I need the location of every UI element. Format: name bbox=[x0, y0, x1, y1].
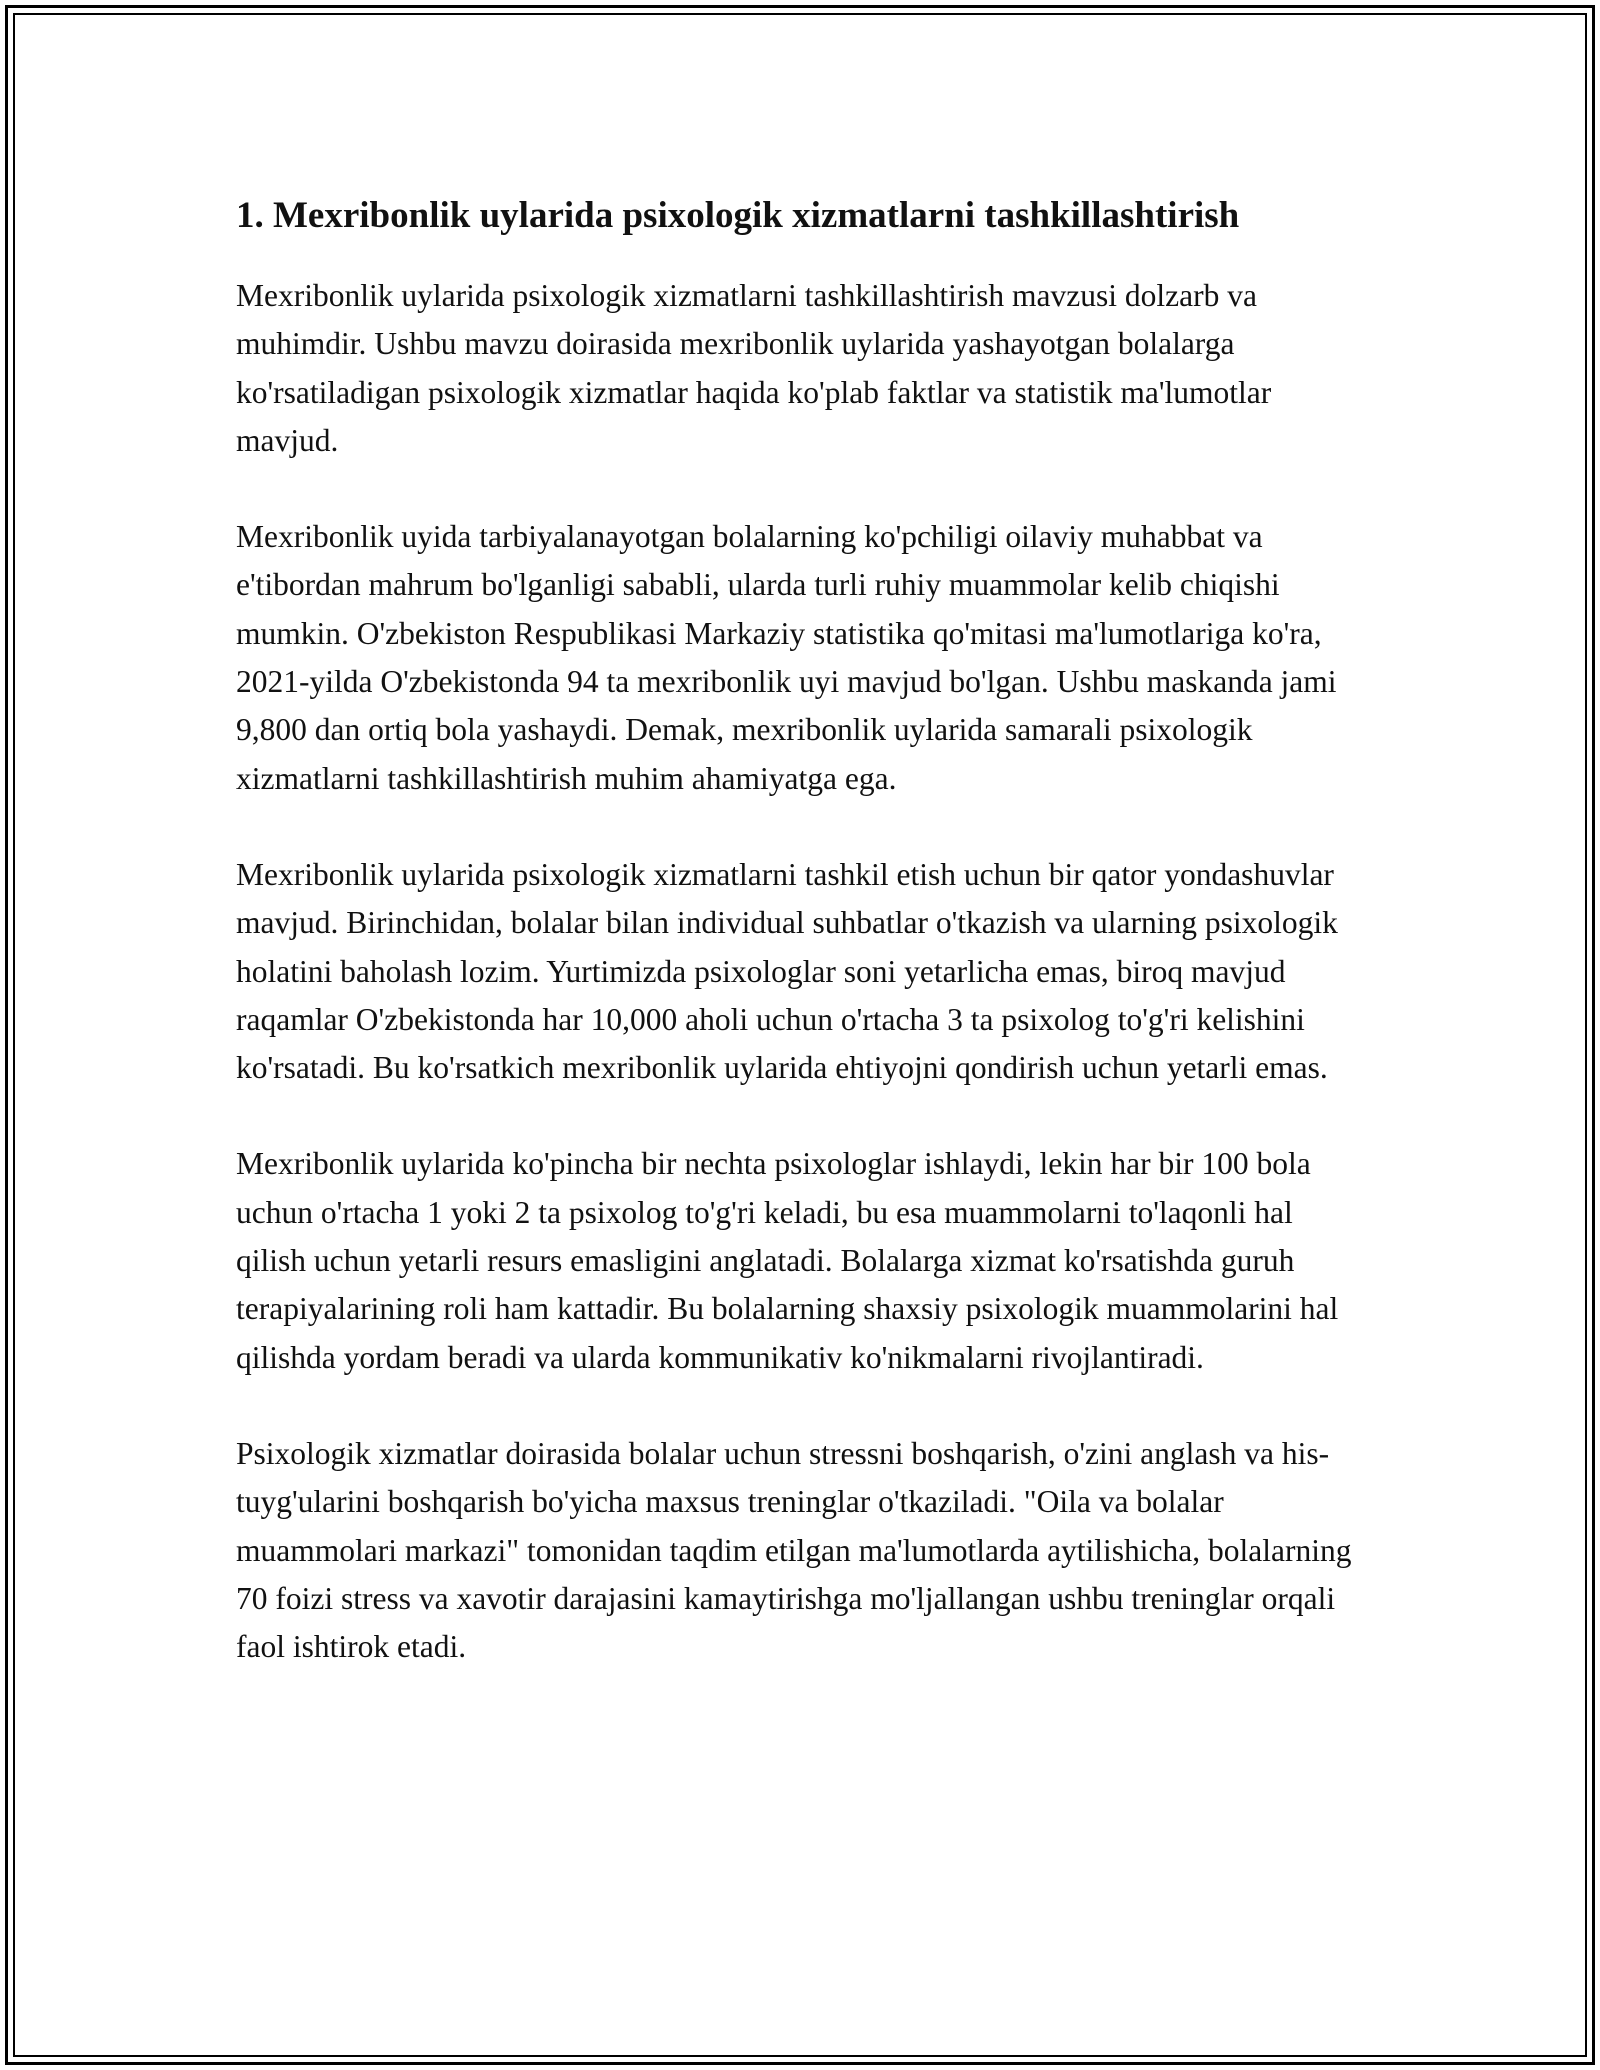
paragraph-intro: Mexribonlik uylarida psixologik xizmatlarni tashkillashtirish mavzusi dolzarb va muhimdir. Ushbu mavzu doirasida mexribonlik uylarida yashayotgan bolalarga ko'rsatiladigan psixologik xizmatlar haqida ko'plab faktlar va statistik ma'lumotlar mavjud. bbox=[236, 278, 1272, 458]
paragraph-psychologists-ratio: Mexribonlik uylarida ko'pincha bir nechta psixologlar ishlaydi, lekin har bir 100 bola uchun o'rtacha 1 yoki 2 ta psixolog to'g'ri keladi, bu esa muammolarni to'laqonli hal qilish uchun yetarli resurs emasligini anglatadi. Bolalarga xizmat ko'rsatishda guruh terapiyalarining roli ham kattadir. Bu bolalarning shaxsiy psixologik muammolarini hal qilishda yordam beradi va ularda kommunikativ ko'nikmalarni rivojlantiradi. bbox=[236, 1146, 1339, 1375]
section-title: 1. Mexribonlik uylarida psixologik xizmatlarni tashkillashtirish bbox=[236, 195, 1240, 236]
paragraph-trainings: Psixologik xizmatlar doirasida bolalar uchun stressni boshqarish, o'zini anglash va his-tuyg'ularini boshqarish bo'yicha maxsus treninglar o'tkaziladi. "Oila va bolalar muammolari markazi" tomonidan taqdim etilgan ma'lumotlarda aytilishicha, bolalarning 70 foizi stress va xavotir darajasini kamaytirishga mo'ljallangan ushbu treninglar orqali faol ishtirok etadi. bbox=[236, 1435, 1352, 1665]
paragraph-statistics: Mexribonlik uyida tarbiyalanayotgan bolalarning ko'pchiligi oilaviy muhabbat va e'tibordan mahrum bo'lganligi sababli, ularda turli ruhiy muammolar kelib chiqishi mumkin. O'zbekiston Respublikasi Markaziy statistika qo'mitasi ma'lumotlariga ko'ra, 2021-yilda O'zbekistonda 94 ta mexribonlik uyi mavjud bo'lgan. Ushbu maskanda jami 9,800 dan ortiq bola yashaydi. Demak, mexribonlik uylarida samarali psixologik xizmatlarni tashkillashtirish muhim ahamiyatga ega. bbox=[236, 519, 1337, 796]
document-body bbox=[236, 188, 1366, 1719]
paragraph-approaches: Mexribonlik uylarida psixologik xizmatlarni tashkil etish uchun bir qator yondashuvlar mavjud. Birinchidan, bolalar bilan individual suhbatlar o'tkazish va ularning psixologik holatini baholash lozim. Yurtimizda psixologlar soni yetarlicha emas, biroq mavjud raqamlar O'zbekistonda har 10,000 aholi uchun o'rtacha 3 ta psixolog to'g'ri kelishini ko'rsatadi. Bu ko'rsatkich mexribonlik uylarida ehtiyojni qondirish uchun yetarli emas. bbox=[236, 856, 1338, 1086]
